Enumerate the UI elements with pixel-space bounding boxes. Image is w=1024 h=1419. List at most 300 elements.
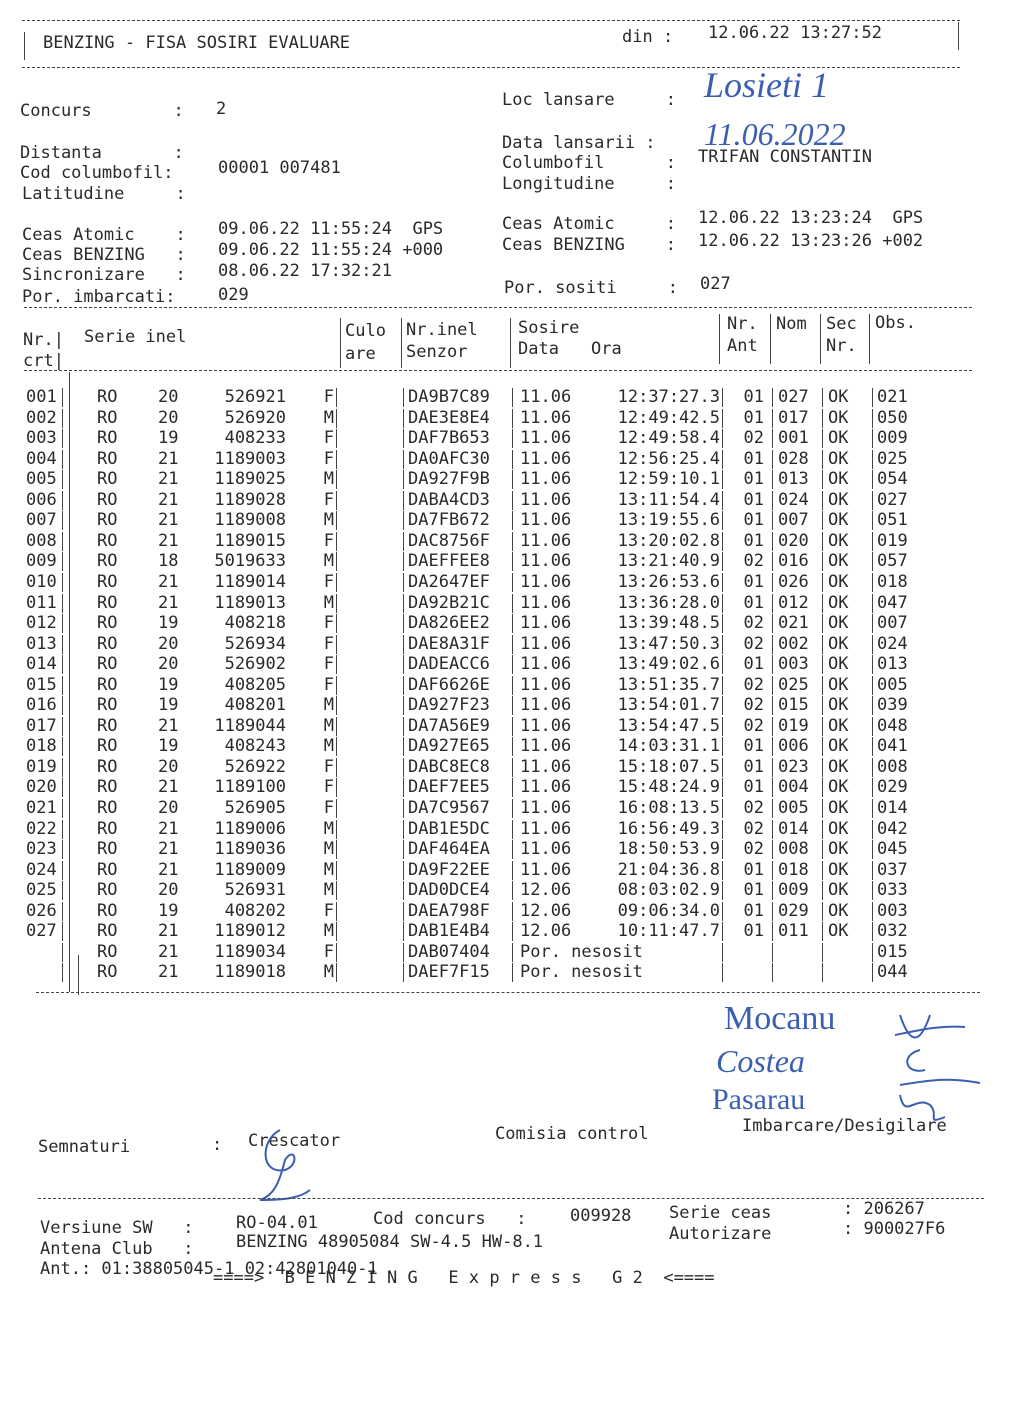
cell-sec: OK: [828, 387, 849, 407]
cell-year: 20: [158, 756, 179, 777]
table-row: [0, 921, 1024, 942]
cell-obs: 054: [877, 469, 908, 490]
cell-country: RO: [97, 448, 118, 469]
cell-divider: [403, 902, 404, 921]
cell-divider: [772, 799, 773, 818]
cell-nom: 016: [778, 551, 809, 572]
cell-obs: 018: [877, 571, 908, 592]
cell-divider: [62, 717, 63, 736]
din-label: din :: [622, 27, 674, 47]
cell-divider: [822, 943, 823, 962]
cell-arrival-date: 11.06: [520, 654, 572, 675]
cell-antenna: 01: [743, 489, 764, 510]
cell-divider: [822, 614, 823, 633]
cell-arrival-time: 13:51:35.7: [617, 674, 720, 695]
cell-sensor-id: DAF6626E: [408, 674, 490, 695]
cell-arrival-time: 13:26:53.6: [617, 571, 720, 592]
por-imbarcati-value: 029: [218, 285, 249, 305]
cell-arrival-time: 15:18:07.5: [617, 756, 720, 777]
cell-divider: [822, 799, 823, 818]
cell-divider: [512, 594, 513, 613]
cell-divider: [772, 614, 773, 633]
antena-club-value: BENZING 48905084 SW-4.5 HW-8.1: [236, 1232, 544, 1252]
cell-divider: [772, 840, 773, 859]
cell-arrival-date: 11.06: [520, 633, 572, 654]
cell-divider: [62, 840, 63, 859]
cell-country: RO: [97, 407, 118, 428]
cell-obs: 047: [877, 592, 908, 613]
cell-nom: 004: [778, 777, 809, 798]
cell-divider: [822, 737, 823, 756]
cell-obs: 037: [877, 859, 908, 880]
cell-divider: [336, 758, 337, 777]
cell-divider: [403, 409, 404, 428]
cell-year: 19: [158, 736, 179, 757]
cell-sensor-id: DAB1E5DC: [408, 818, 490, 839]
cell-divider: [62, 696, 63, 715]
cell-divider: [512, 861, 513, 880]
table-bottom-border: [36, 992, 980, 993]
cell-divider: [403, 635, 404, 654]
cell-divider: [722, 573, 723, 592]
cell-divider: [772, 963, 773, 982]
distanta-label: Distanta :: [20, 143, 184, 163]
cell-sec: OK: [828, 489, 849, 510]
cell-divider: [822, 820, 823, 839]
cell-divider: [722, 676, 723, 695]
cell-divider: [722, 614, 723, 633]
cell-country: RO: [97, 571, 118, 592]
cell-country: RO: [97, 428, 118, 449]
cell-antenna: 01: [743, 571, 764, 592]
cell-nom: 003: [778, 654, 809, 675]
cell-divider: [62, 943, 63, 962]
cell-country: RO: [97, 510, 118, 531]
sincronizare-label: Sincronizare :: [22, 265, 186, 285]
cell-country: RO: [97, 798, 118, 818]
cell-year: 21: [158, 592, 179, 613]
cell-antenna: 01: [743, 407, 764, 428]
cell-divider: [62, 552, 63, 571]
cell-divider: [872, 676, 873, 695]
table-row: [0, 408, 1024, 429]
cell-sensor-id: DA9B7C89: [408, 387, 490, 407]
cell-country: RO: [97, 695, 118, 716]
cell-divider: [872, 429, 873, 448]
cell-divider: [772, 922, 773, 941]
cell-obs: 042: [877, 818, 908, 839]
cell-sensor-id: DAC8756F: [408, 530, 490, 551]
cell-arrival-date: 11.06: [520, 387, 572, 407]
cell-arrival-date: 11.06: [520, 736, 572, 757]
ceas-atomic-label: Ceas Atomic :: [22, 225, 186, 245]
cell-divider: [403, 758, 404, 777]
cell-divider: [336, 450, 337, 469]
autorizare-value: : 900027F6: [843, 1219, 946, 1239]
cell-ring-number: 526931: [224, 880, 286, 901]
cell-divider: [772, 491, 773, 510]
cell-ring-number: 526905: [224, 798, 286, 818]
col-nr-header: Nr.|: [23, 330, 64, 350]
cell-country: RO: [97, 613, 118, 634]
cell-divider: [512, 635, 513, 654]
col-ant-header: Nr.: [727, 314, 758, 334]
cell-nom: 001: [778, 428, 809, 449]
cell-ring-number: 1189013: [214, 592, 286, 613]
cell-nr-crt: 018: [26, 736, 57, 757]
cell-arrival-date: 11.06: [520, 798, 572, 818]
cell-country: RO: [97, 736, 118, 757]
document-title: BENZING - FISA SOSIRI EVALUARE: [43, 33, 351, 53]
cell-arrival-date: 11.06: [520, 469, 572, 490]
cell-sec: OK: [828, 818, 849, 839]
cell-divider: [822, 696, 823, 715]
cell-ring-number: 1189009: [214, 859, 286, 880]
cell-divider: [872, 655, 873, 674]
cell-divider: [403, 388, 404, 407]
cell-year: 21: [158, 839, 179, 860]
cell-divider: [872, 922, 873, 941]
cell-arrival-time: 12:49:42.5: [617, 407, 720, 428]
cell-ring-number: 1189044: [214, 715, 286, 736]
imbarcare-desigilare-label: Imbarcare/Desigilare: [742, 1116, 947, 1136]
cell-ring-number: 408205: [224, 674, 286, 695]
cell-divider: [62, 429, 63, 448]
cell-divider: [722, 511, 723, 530]
cell-divider: [722, 758, 723, 777]
cell-obs: 057: [877, 551, 908, 572]
cell-nom: 005: [778, 798, 809, 818]
comisia-control-label: Comisia control: [495, 1124, 649, 1144]
cell-divider: [336, 635, 337, 654]
columbofil-label: Columbofil :: [502, 153, 676, 173]
cell-antenna: 01: [743, 510, 764, 531]
cell-divider: [872, 614, 873, 633]
cell-divider: [512, 963, 513, 982]
table-row: [0, 695, 1024, 716]
cell-arrival-time: 21:04:36.8: [617, 859, 720, 880]
cell-divider: [872, 778, 873, 797]
cell-divider: [722, 861, 723, 880]
cell-divider: [822, 717, 823, 736]
cell-divider: [722, 450, 723, 469]
col-senzor-header: Senzor: [406, 342, 468, 362]
cell-divider: [512, 429, 513, 448]
ceas-atomic-right-value: 12.06.22 13:23:24 GPS: [698, 208, 924, 228]
cell-arrival-time: 14:03:31.1: [617, 736, 720, 757]
cell-ring-number: 526921: [224, 387, 286, 407]
cell-divider: [872, 491, 873, 510]
cell-divider: [336, 902, 337, 921]
cell-divider: [722, 594, 723, 613]
cell-nom: 012: [778, 592, 809, 613]
cell-year: 21: [158, 921, 179, 942]
cell-sec: OK: [828, 571, 849, 592]
loc-lansare-label: Loc lansare :: [502, 90, 676, 110]
cell-year: 21: [158, 859, 179, 880]
cell-divider: [62, 594, 63, 613]
cell-year: 21: [158, 941, 179, 962]
table-row: [0, 531, 1024, 552]
cell-obs: 045: [877, 839, 908, 860]
cell-divider: [336, 676, 337, 695]
cell-divider: [722, 552, 723, 571]
cell-nr-crt: 012: [26, 613, 57, 634]
cell-divider: [512, 450, 513, 469]
cell-sec: OK: [828, 428, 849, 449]
cell-divider: [62, 532, 63, 551]
cell-divider: [336, 470, 337, 489]
cell-sec: OK: [828, 777, 849, 798]
cell-divider: [62, 758, 63, 777]
cell-nom: 002: [778, 633, 809, 654]
cell-sensor-id: DA927F23: [408, 695, 490, 716]
cell-sec: OK: [828, 900, 849, 921]
cell-divider: [62, 922, 63, 941]
longitudine-label: Longitudine :: [502, 174, 676, 194]
cell-divider: [512, 758, 513, 777]
cell-divider: [872, 552, 873, 571]
cell-arrival-date: 11.06: [520, 448, 572, 469]
cell-divider: [62, 737, 63, 756]
columbofil-value: TRIFAN CONSTANTIN: [698, 147, 872, 167]
cell-divider: [822, 573, 823, 592]
table-row: [0, 901, 1024, 922]
col-crt-header: crt|: [23, 351, 64, 371]
cell-sec: OK: [828, 448, 849, 469]
table-row: [0, 551, 1024, 572]
cell-nr-crt: 004: [26, 448, 57, 469]
cell-divider: [872, 511, 873, 530]
cell-year: 20: [158, 633, 179, 654]
cell-country: RO: [97, 654, 118, 675]
cell-country: RO: [97, 715, 118, 736]
cell-divider: [336, 614, 337, 633]
cell-sensor-id: DAEF7F15: [408, 962, 490, 983]
col-ora-header: Ora: [591, 339, 622, 359]
versiune-sw-value: RO-04.01: [236, 1213, 318, 1233]
cell-arrival-date: Por. nesosit: [520, 962, 643, 983]
cell-divider: [62, 655, 63, 674]
cell-divider: [403, 943, 404, 962]
table-row: [0, 860, 1024, 881]
cell-antenna: 01: [743, 654, 764, 675]
cell-divider: [822, 450, 823, 469]
col-ant-header-2: Ant: [727, 336, 758, 356]
cell-nr-crt: 022: [26, 818, 57, 839]
antena-club-label: Antena Club :: [40, 1239, 194, 1259]
cell-nr-crt: 025: [26, 880, 57, 901]
signature-pasarau: Pasarau: [712, 1083, 806, 1116]
cell-divider: [403, 573, 404, 592]
cell-sex: F: [323, 674, 334, 695]
cod-concurs-label: Cod concurs :: [373, 1209, 527, 1229]
cell-divider: [512, 902, 513, 921]
cell-arrival-date: 11.06: [520, 613, 572, 634]
cell-obs: 015: [877, 941, 908, 962]
cell-divider: [772, 881, 773, 900]
cell-nom: 021: [778, 613, 809, 634]
crescator-signature-icon: [240, 1120, 330, 1210]
cell-obs: 032: [877, 921, 908, 942]
cell-obs: 024: [877, 633, 908, 654]
cell-arrival-date: 11.06: [520, 489, 572, 510]
cell-divider: [772, 573, 773, 592]
cell-sensor-id: DAB07404: [408, 941, 490, 962]
cell-sec: OK: [828, 736, 849, 757]
cell-divider: [822, 470, 823, 489]
table-row: [0, 572, 1024, 593]
cell-country: RO: [97, 387, 118, 407]
cell-sex: F: [323, 387, 334, 407]
cell-arrival-date: 11.06: [520, 777, 572, 798]
cell-sex: M: [323, 695, 334, 716]
col-divider: [340, 318, 341, 368]
cell-nr-crt: 008: [26, 530, 57, 551]
cell-year: 20: [158, 654, 179, 675]
cell-sensor-id: DA7A56E9: [408, 715, 490, 736]
cell-sex: F: [323, 756, 334, 777]
cell-divider: [512, 943, 513, 962]
cell-divider: [822, 429, 823, 448]
cell-nr-crt: 017: [26, 715, 57, 736]
cell-ring-number: 526922: [224, 756, 286, 777]
cell-sensor-id: DAF464EA: [408, 839, 490, 860]
cell-divider: [872, 861, 873, 880]
ceas-benzing-right-value: 12.06.22 13:23:26 +002: [698, 231, 924, 251]
cell-arrival-time: 13:54:47.5: [617, 715, 720, 736]
cell-divider: [62, 470, 63, 489]
col-divider: [820, 314, 821, 364]
table-row: [0, 428, 1024, 449]
cell-year: 18: [158, 551, 179, 572]
cell-divider: [822, 655, 823, 674]
cell-nom: 015: [778, 695, 809, 716]
cell-obs: 008: [877, 756, 908, 777]
cell-divider: [772, 778, 773, 797]
cell-divider: [822, 778, 823, 797]
cell-antenna: 02: [743, 633, 764, 654]
cell-divider: [336, 511, 337, 530]
cell-nom: 023: [778, 756, 809, 777]
cell-divider: [772, 511, 773, 530]
cell-antenna: 01: [743, 387, 764, 407]
cell-country: RO: [97, 962, 118, 983]
cell-ring-number: 408218: [224, 613, 286, 634]
cell-arrival-time: 13:20:02.8: [617, 530, 720, 551]
cell-antenna: 01: [743, 900, 764, 921]
table-row: [0, 634, 1024, 655]
cell-divider: [872, 409, 873, 428]
cell-sec: OK: [828, 530, 849, 551]
cell-nom: 007: [778, 510, 809, 531]
cell-arrival-date: 11.06: [520, 592, 572, 613]
cell-antenna: 02: [743, 839, 764, 860]
cell-divider: [403, 820, 404, 839]
cell-obs: 013: [877, 654, 908, 675]
cell-year: 19: [158, 674, 179, 695]
cell-divider: [822, 861, 823, 880]
table-row: [0, 819, 1024, 840]
cell-ring-number: 1189012: [214, 921, 286, 942]
cell-sex: M: [323, 510, 334, 531]
cell-divider: [336, 594, 337, 613]
table-row: [0, 942, 1024, 963]
cell-divider: [403, 470, 404, 489]
cell-divider: [336, 552, 337, 571]
cell-divider: [822, 532, 823, 551]
table-row: [0, 593, 1024, 614]
cell-divider: [336, 778, 337, 797]
cell-sensor-id: DAEA798F: [408, 900, 490, 921]
cell-divider: [722, 799, 723, 818]
cell-arrival-date: 11.06: [520, 551, 572, 572]
cell-antenna: 02: [743, 428, 764, 449]
cell-divider: [62, 511, 63, 530]
brand-line: ====> B E N Z I N G E x p r e s s G 2 <====: [213, 1268, 715, 1288]
table-top-border: [24, 307, 972, 308]
cell-arrival-date: Por. nesosit: [520, 941, 643, 962]
cell-year: 21: [158, 448, 179, 469]
cell-arrival-time: 09:06:34.0: [617, 900, 720, 921]
cell-sec: OK: [828, 633, 849, 654]
cell-divider: [512, 573, 513, 592]
cell-year: 21: [158, 777, 179, 798]
cell-obs: 007: [877, 613, 908, 634]
cell-arrival-time: 13:19:55.6: [617, 510, 720, 531]
header-right-border: [958, 22, 959, 50]
sincronizare-value: 08.06.22 17:32:21: [218, 261, 392, 281]
table-row: [0, 490, 1024, 511]
cell-divider: [336, 409, 337, 428]
cell-antenna: 01: [743, 777, 764, 798]
cell-year: 19: [158, 695, 179, 716]
cell-arrival-time: 16:08:13.5: [617, 798, 720, 818]
cell-nom: 017: [778, 407, 809, 428]
cell-ring-number: 1189014: [214, 571, 286, 592]
signature-costea: Costea: [716, 1043, 805, 1079]
cell-year: 19: [158, 428, 179, 449]
cell-divider: [62, 409, 63, 428]
cell-divider: [512, 820, 513, 839]
cell-divider: [403, 778, 404, 797]
cell-arrival-time: 12:56:25.4: [617, 448, 720, 469]
cell-divider: [336, 655, 337, 674]
cell-year: 20: [158, 880, 179, 901]
versiune-sw-label: Versiune SW :: [40, 1218, 194, 1238]
cell-divider: [336, 388, 337, 407]
cell-obs: 041: [877, 736, 908, 757]
cell-country: RO: [97, 941, 118, 962]
col-divider: [770, 314, 771, 364]
cell-obs: 027: [877, 489, 908, 510]
cell-ring-number: 1189028: [214, 489, 286, 510]
cell-divider: [403, 552, 404, 571]
col-nom-header: Nom: [776, 314, 807, 334]
cell-ring-number: 1189100: [214, 777, 286, 798]
cell-divider: [403, 532, 404, 551]
ceas-benzing-label: Ceas BENZING :: [22, 245, 186, 265]
cell-divider: [512, 655, 513, 674]
cell-divider: [512, 491, 513, 510]
cell-divider: [872, 943, 873, 962]
cell-divider: [872, 532, 873, 551]
table-row: [0, 798, 1024, 819]
cell-nom: 018: [778, 859, 809, 880]
cell-arrival-time: 13:54:01.7: [617, 695, 720, 716]
semnaturi-colon: :: [212, 1135, 223, 1155]
cell-arrival-time: 13:21:40.9: [617, 551, 720, 572]
